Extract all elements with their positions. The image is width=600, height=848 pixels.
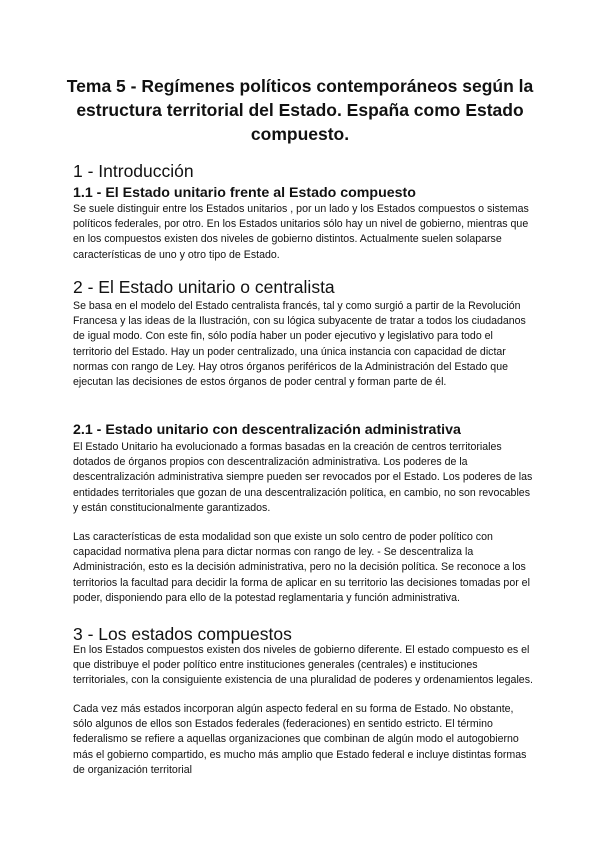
paragraph-estados-compuestos-2: Cada vez más estados incorporan algún aspecto federal en su forma de Estado. No obstante, sólo algunos de ellos son Estados federales (federaciones) en sentido estricto. El término federalismo se refiere a aquellas organizaciones que combinan de algún modo el autogobierno más el gobierno compartido, es mucho más amplio que Estado federal e incluye distintas formas de organización territorial: [73, 703, 527, 776]
paragraph-estado-unitario: Se basa en el modelo del Estado centralista francés, tal y como surgió a partir de la Revolución Francesa y las ideas de la Ilustración, con su lógica subyacente de tratar a todos los ciudadanos de igual modo. Con este fin, sólo podía haber un poder ejecutivo y legislativo para todo el territorio del Estado. Hay un poder centralizado, una única instancia con capacidad de dictar normas con rango de Ley. Hay otros órganos periféricos de la Administración del Estado que ejecutan las decisiones de estos órganos de poder central y forman parte de él.: [73, 300, 526, 389]
paragraph-unitario-vs-compuesto: Se suele distinguir entre los Estados unitarios , por un lado y los Estados compuestos o sistemas políticos federales, por otro. En los Estados unitarios sólo hay un nivel de gobierno, mientras que en los compuestos existen dos niveles de gobierno distintos. Actualmente suelen solaparse características de uno y otro tipo de Estado.: [73, 203, 529, 261]
paragraph-descentralizacion-2: Las características de esta modalidad son que existe un solo centro de poder político con capacidad normativa plena para dictar normas con rango de ley. - Se descentraliza la Administración, esto es la decisión administrativa, pero no la decisión política. Se reconoce a los territorios la facultad para decidir la forma de aplicar en su territorio las decisiones tomadas por el poder, disponiendo para ello de la potestad reglamentaria y función administrativa.: [73, 531, 530, 604]
section-heading-estado-unitario: 2 - El Estado unitario o centralista: [73, 277, 335, 297]
section-heading-introduccion: 1 - Introducción: [73, 161, 194, 181]
document-title: Tema 5 - Regímenes políticos contemporáneos según la estructura territorial del Estado. España como Estado compuesto.: [66, 76, 534, 144]
section-heading-estados-compuestos: 3 - Los estados compuestos: [73, 624, 292, 644]
subsection-heading-unitario-vs-compuesto: 1.1 - El Estado unitario frente al Estado compuesto: [73, 185, 416, 201]
paragraph-descentralizacion-1: El Estado Unitario ha evolucionado a formas basadas en la creación de centros territoriales dotados de órganos propios con descentralización administrativa. Los poderes de la descentralización administrativa siempre pueden ser revocados por el Estado. Los poderes de las entidades territoriales que gozan de una descentralización política, en cambio, no son revocables y están constitucionalmente garantizados.: [73, 441, 533, 514]
subsection-heading-descentralizacion: 2.1 - Estado unitario con descentralización administrativa: [73, 422, 461, 438]
paragraph-estados-compuestos-1: En los Estados compuestos existen dos niveles de gobierno diferente. El estado compuesto es el que distribuye el poder político entre instituciones generales (centrales) e instituciones territoriales, con la consiguiente existencia de una pluralidad de poderes y ordenamientos legales.: [73, 644, 533, 687]
